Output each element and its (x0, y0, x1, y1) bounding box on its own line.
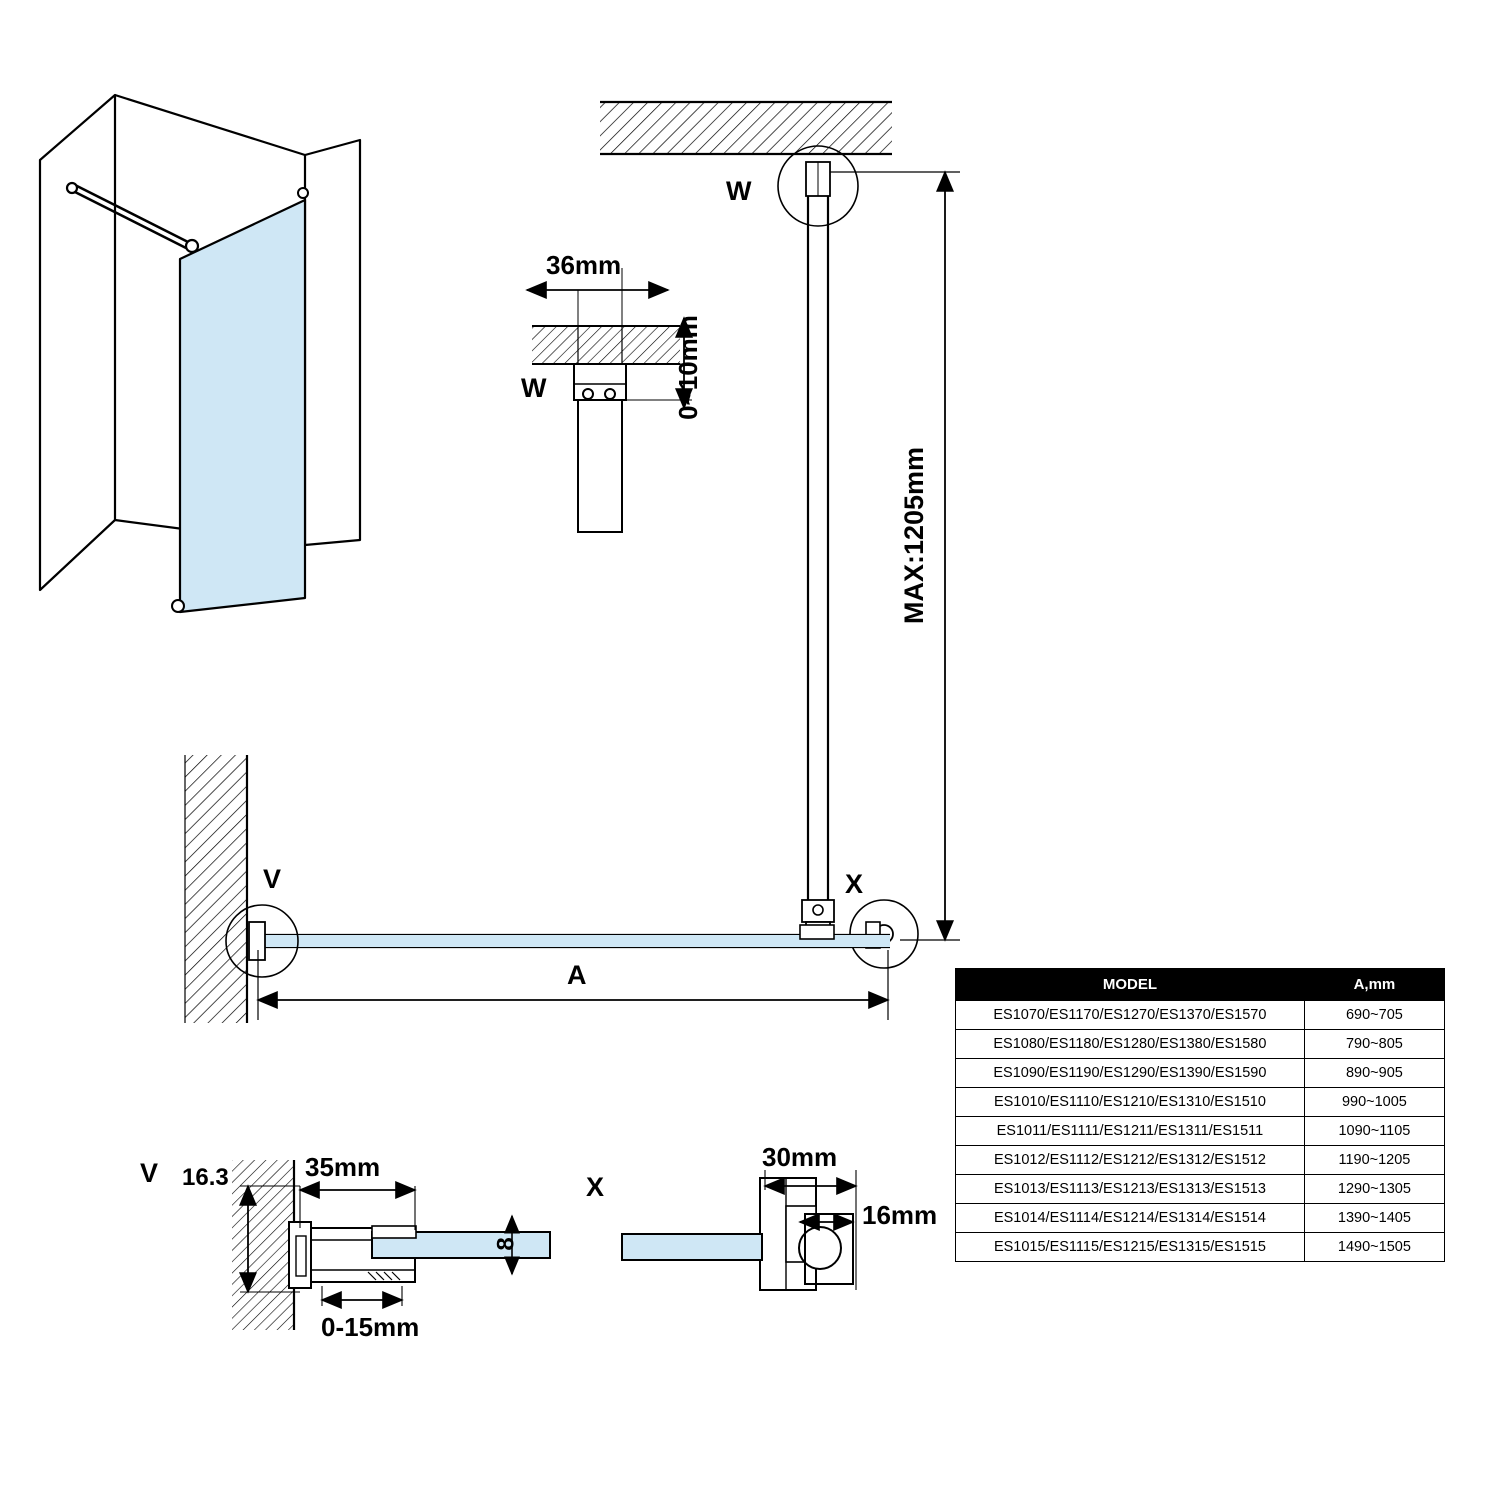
cell-a-value: 1390~1405 (1304, 1204, 1444, 1233)
label-v-detail: V (140, 1158, 159, 1188)
cell-model: ES1070/ES1170/ES1270/ES1370/ES1570 (956, 1001, 1305, 1030)
perspective-view (40, 95, 360, 612)
dim-0-15mm: 0-15mm (321, 1312, 420, 1342)
table-row (956, 1030, 1445, 1059)
dim-width-a: A (567, 960, 587, 990)
header-a-mm: A,mm (1304, 969, 1444, 1001)
cell-a-value: 1190~1205 (1304, 1146, 1444, 1175)
cell-model: ES1011/ES1111/ES1211/ES1311/ES1511 (956, 1117, 1305, 1146)
cell-a-value: 690~705 (1304, 1001, 1444, 1030)
model-spec-table (955, 968, 1445, 1262)
cell-model: ES1014/ES1114/ES1214/ES1314/ES1514 (956, 1204, 1305, 1233)
cell-model: ES1010/ES1110/ES1210/ES1310/ES1510 (956, 1088, 1305, 1117)
w-detail-view (527, 268, 692, 532)
cell-model: ES1015/ES1115/ES1215/ES1315/ES1515 (956, 1233, 1305, 1262)
cell-a-value: 890~905 (1304, 1059, 1444, 1088)
label-x-detail: X (586, 1172, 605, 1202)
cell-a-value: 1090~1105 (1304, 1117, 1444, 1146)
dim-glass-thickness: 8 (492, 1237, 520, 1251)
label-w-elevation: W (726, 176, 752, 206)
table-row (956, 1175, 1445, 1204)
table-row (956, 1233, 1445, 1262)
table-body (956, 1001, 1445, 1262)
cell-a-value: 1490~1505 (1304, 1233, 1444, 1262)
dim-36mm: 36mm (546, 250, 622, 280)
cell-a-value: 790~805 (1304, 1030, 1444, 1059)
cell-model: ES1013/ES1113/ES1213/ES1313/ES1513 (956, 1175, 1305, 1204)
table-header-row (956, 969, 1445, 1001)
dim-16-3: 16.3 (182, 1164, 229, 1191)
x-detail-view (622, 1170, 856, 1290)
table-row (956, 1001, 1445, 1030)
dim-max-height: MAX:1205mm (899, 446, 930, 625)
dim-0-10mm: 0~10mm (672, 315, 703, 420)
cell-a-value: 990~1005 (1304, 1088, 1444, 1117)
label-x-plan: X (845, 869, 864, 899)
table-row (956, 1059, 1445, 1088)
table-row (956, 1088, 1445, 1117)
cell-model: ES1012/ES1112/ES1212/ES1312/ES1512 (956, 1146, 1305, 1175)
plan-view (185, 755, 890, 1023)
header-model: MODEL (956, 969, 1305, 1001)
label-w-detail: W (521, 373, 547, 403)
cell-a-value: 1290~1305 (1304, 1175, 1444, 1204)
table-row (956, 1146, 1445, 1175)
dim-16mm: 16mm (862, 1200, 938, 1230)
label-v-plan: V (263, 864, 282, 894)
dim-35mm: 35mm (305, 1152, 381, 1182)
cell-model: ES1090/ES1190/ES1290/ES1390/ES1590 (956, 1059, 1305, 1088)
table-row (956, 1204, 1445, 1233)
dim-30mm: 30mm (762, 1142, 838, 1172)
table-row (956, 1117, 1445, 1146)
cell-model: ES1080/ES1180/ES1280/ES1380/ES1580 (956, 1030, 1305, 1059)
